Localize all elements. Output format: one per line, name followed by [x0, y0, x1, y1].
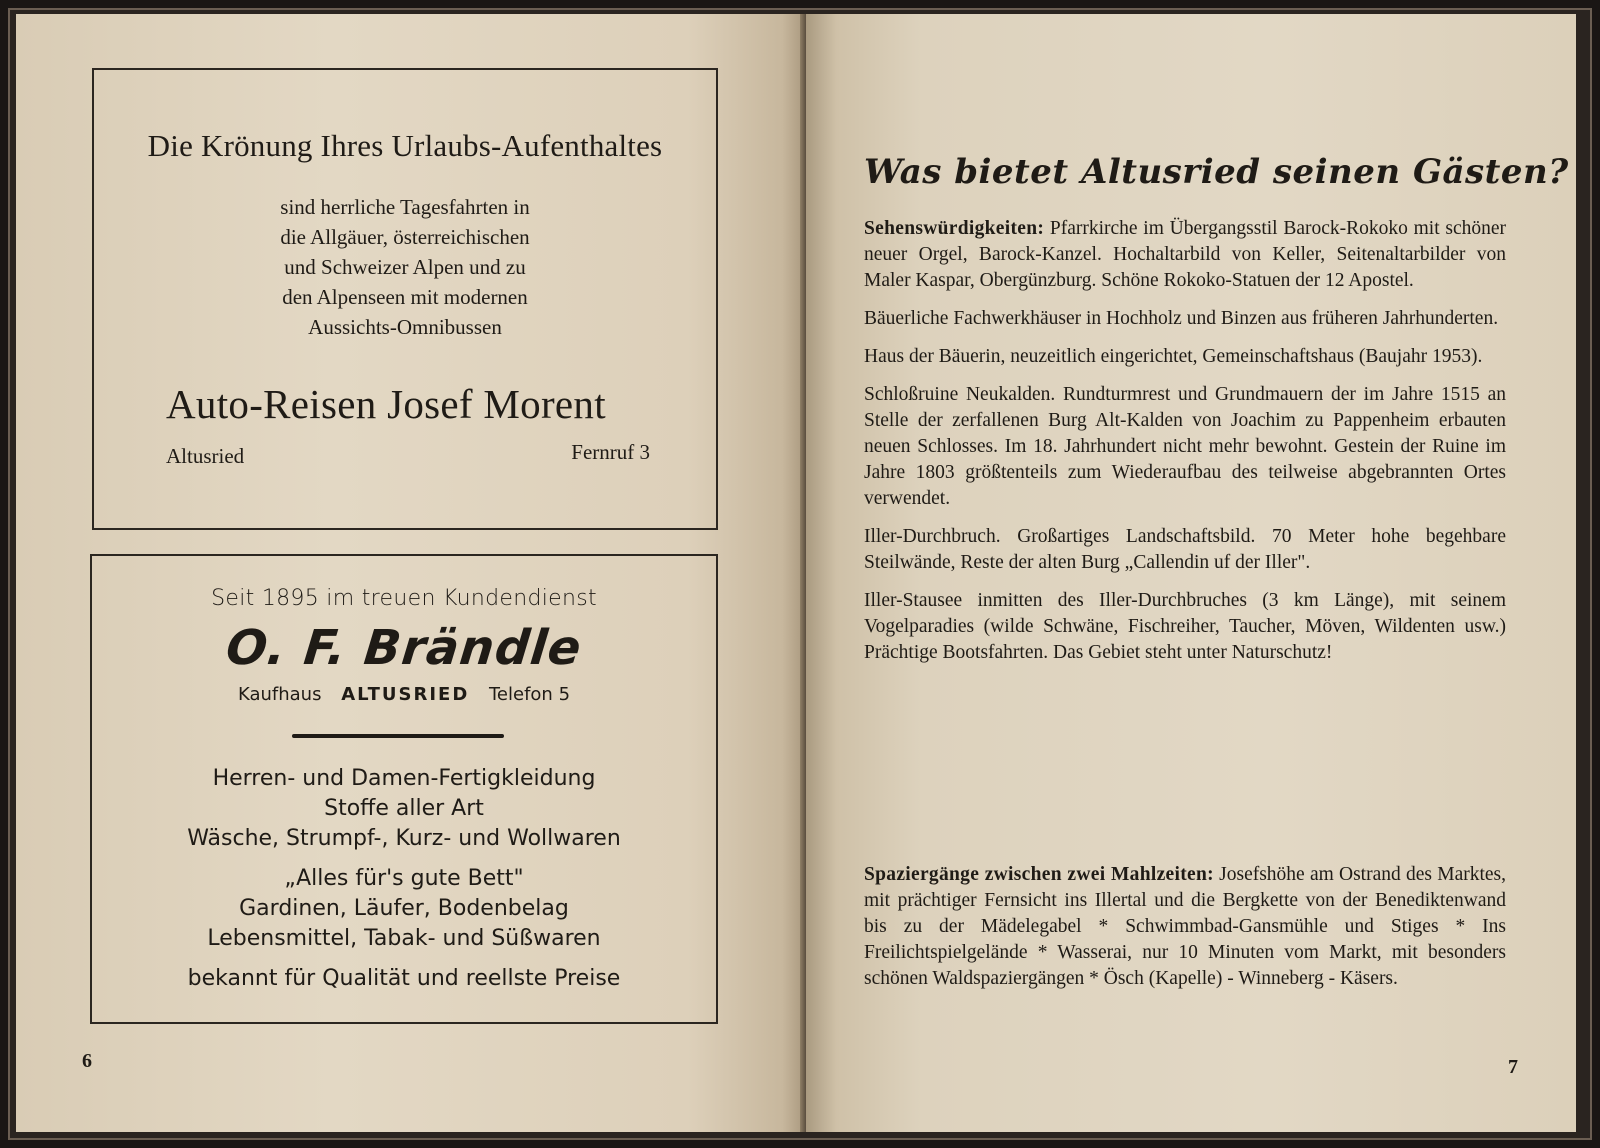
ad1-phone: Fernruf 3: [571, 440, 650, 464]
ad2-phone: Telefon 5: [489, 684, 571, 705]
ad1-place: Altusried: [166, 444, 245, 468]
ad2-line: Stoffe aller Art: [324, 796, 484, 821]
ad2-company-name: O. F. Brändle: [223, 620, 585, 676]
walks-paragraph: [864, 862, 1506, 992]
page-number-left: 6: [82, 1050, 92, 1072]
ad1-line: Aussichts-Omnibussen: [308, 315, 502, 339]
sights-paragraph: Iller-Durchbruch. Großartiges Landschaftsbild. 70 Meter hohe begehbare Steilwände, Reste der alten Burg „Callendin uf der Iller".: [864, 526, 1506, 573]
ad2-line: Herren- und Damen-Fertigkleidung: [212, 766, 596, 791]
sights-label: Sehenswürdigkeiten:: [864, 218, 1045, 239]
ad-braendle: [90, 554, 718, 1024]
page-number-right: 7: [1508, 1056, 1518, 1078]
ad2-town: ALTUSRIED: [341, 684, 470, 705]
sights-paragraph: Iller-Stausee inmitten des Iller-Durchbruches (3 km Länge), mit seinem Vogelparadies (wilde Schwäne, Fischreiher, Taucher, Möven, Wildenten usw.) Prächtige Bootsfahrten. Das Gebiet steht unter Naturschutz!: [864, 590, 1506, 663]
ad2-line: Gardinen, Läufer, Bodenbelag: [239, 896, 569, 921]
ad2-line: Lebensmittel, Tabak- und Süßwaren: [207, 926, 601, 951]
sights-paragraph: Bäuerliche Fachwerkhäuser in Hochholz und Binzen aus früheren Jahrhunderten.: [864, 308, 1499, 329]
ad2-line: „Alles für's gute Bett": [284, 866, 524, 891]
ad1-heading: Die Krönung Ihres Urlaubs-Aufenthaltes: [147, 128, 663, 163]
ad1-line: und Schweizer Alpen und zu: [284, 255, 526, 279]
ad-auto-reisen: [92, 68, 718, 530]
sights-paragraph: [864, 216, 1506, 294]
sights-text: Pfarrkirche im Übergangsstil Barock-Rokoko mit schöner neuer Orgel, Barock-Kanzel. Hochaltarbild von Keller, Seitenaltarbilder von Maler Kaspar, Obergünzburg. Schöne Rokoko-Statuen der 12 Apostel.: [864, 218, 1506, 291]
ad1-text: [154, 192, 656, 342]
ad2-slogan: bekannt für Qualität und reellste Preise: [187, 966, 621, 991]
page-title: Was bietet Altusried seinen Gästen?: [864, 152, 1569, 192]
ad2-product-list: [92, 764, 716, 954]
ad1-line: den Alpenseen mit modernen: [282, 285, 528, 309]
ad2-shop-line: [92, 684, 716, 705]
walks-label: Spaziergänge zwischen zwei Mahlzeiten:: [864, 864, 1214, 885]
spacer: [92, 854, 716, 864]
sights-paragraph: Haus der Bäuerin, neuzeitlich eingerichtet, Gemeinschaftshaus (Baujahr 1953).: [864, 346, 1483, 367]
ad2-divider: [292, 734, 504, 738]
ad2-line: Wäsche, Strumpf-, Kurz- und Wollwaren: [187, 826, 621, 851]
sights-paragraph: Schloßruine Neukalden. Rundturmrest und Grundmauern der im Jahre 1515 an Stelle der zerfallenen Burg Alt-Kalden von Joachim zu Pappenheim erbauten neuen Schlosses. Im 18. Jahrhundert nicht mehr bewohnt. Gestein der Ruine im Jahre 1803 größtenteils zum Wiederaufbau des teilweise abgebrannten Ortes verwendet.: [864, 384, 1506, 509]
ad2-since-line: Seit 1895 im treuen Kundendienst: [211, 586, 597, 611]
walks-section: [864, 862, 1506, 1004]
walks-text: Josefshöhe am Ostrand des Marktes, mit prächtiger Fernsicht ins Illertal und die Bergkette von der Benediktenwand bis zu der Mädelegabel * Schwimmbad-Gansmühle und Stiges * Ins Freilichtspielgelände * Wasserai, nur 10 Minuten vom Markt, mit besonders schönen Waldspaziergängen * Ösch (Kapelle) - Winneberg - Käsers.: [864, 864, 1506, 989]
right-page: [806, 14, 1576, 1132]
ad2-shop: Kaufhaus: [237, 684, 322, 705]
ad1-line: sind herrliche Tagesfahrten in: [280, 195, 530, 219]
ad1-company-name: Auto-Reisen Josef Morent: [166, 381, 606, 427]
left-page: [16, 14, 806, 1132]
ad1-line: die Allgäuer, österreichischen: [280, 225, 530, 249]
sights-section: [864, 216, 1506, 678]
